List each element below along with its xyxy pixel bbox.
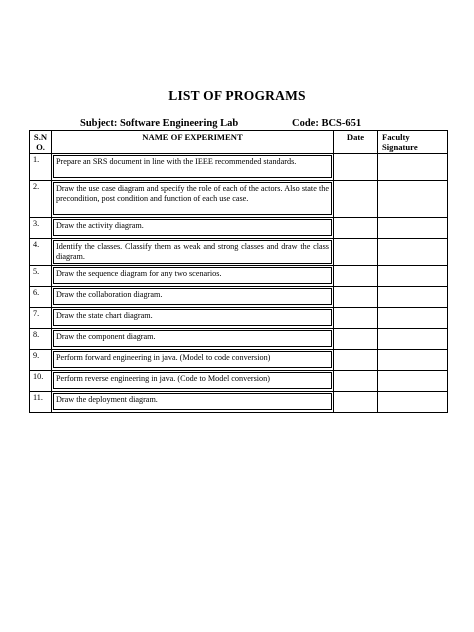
course-code: Code: BCS-651 bbox=[292, 118, 362, 129]
row-experiment-name: Perform forward engineering in java. (Model to code conversion) bbox=[53, 351, 332, 368]
row-experiment-cell bbox=[52, 350, 334, 371]
row-signature-cell bbox=[378, 329, 448, 350]
row-sno: 1. bbox=[30, 154, 52, 181]
row-experiment-name: Draw the activity diagram. bbox=[53, 219, 332, 236]
row-experiment-name: Perform reverse engineering in java. (Code to Model conversion) bbox=[53, 372, 332, 389]
row-experiment-name: Draw the component diagram. bbox=[53, 330, 332, 347]
row-sno: 2. bbox=[30, 181, 52, 218]
table-row bbox=[30, 371, 448, 392]
row-sno: 5. bbox=[30, 266, 52, 287]
row-experiment-name: Prepare an SRS document in line with the IEEE recommended standards. bbox=[53, 155, 332, 178]
row-experiment-cell bbox=[52, 239, 334, 266]
table-row bbox=[30, 287, 448, 308]
header-name: NAME OF EXPERIMENT bbox=[52, 131, 334, 154]
table-row bbox=[30, 392, 448, 413]
row-signature-cell bbox=[378, 371, 448, 392]
row-experiment-cell bbox=[52, 181, 334, 218]
table-row bbox=[30, 329, 448, 350]
row-date-cell bbox=[334, 287, 378, 308]
row-sno: 4. bbox=[30, 239, 52, 266]
row-experiment-name: Draw the sequence diagram for any two scenarios. bbox=[53, 267, 332, 284]
row-signature-cell bbox=[378, 392, 448, 413]
table-row bbox=[30, 308, 448, 329]
table-row bbox=[30, 154, 448, 181]
row-date-cell bbox=[334, 329, 378, 350]
row-date-cell bbox=[334, 218, 378, 239]
row-experiment-name: Draw the state chart diagram. bbox=[53, 309, 332, 326]
row-signature-cell bbox=[378, 218, 448, 239]
table-header-row bbox=[30, 131, 448, 154]
row-date-cell bbox=[334, 154, 378, 181]
row-experiment-cell bbox=[52, 308, 334, 329]
row-signature-cell bbox=[378, 239, 448, 266]
row-experiment-cell bbox=[52, 329, 334, 350]
table-row bbox=[30, 218, 448, 239]
row-signature-cell bbox=[378, 266, 448, 287]
row-signature-cell bbox=[378, 308, 448, 329]
header-date: Date bbox=[334, 131, 378, 154]
row-sno: 9. bbox=[30, 350, 52, 371]
header-faculty: Faculty Signature bbox=[378, 131, 448, 154]
row-experiment-name: Identify the classes. Classify them as weak and strong classes and draw the class diagram. bbox=[53, 240, 332, 264]
row-signature-cell bbox=[378, 350, 448, 371]
row-experiment-cell bbox=[52, 392, 334, 413]
row-sno: 11. bbox=[30, 392, 52, 413]
row-date-cell bbox=[334, 308, 378, 329]
row-experiment-cell bbox=[52, 371, 334, 392]
row-signature-cell bbox=[378, 287, 448, 308]
row-sno: 8. bbox=[30, 329, 52, 350]
row-sno: 10. bbox=[30, 371, 52, 392]
row-experiment-name: Draw the deployment diagram. bbox=[53, 393, 332, 410]
row-date-cell bbox=[334, 350, 378, 371]
programs-table bbox=[29, 130, 448, 413]
table-row bbox=[30, 181, 448, 218]
row-date-cell bbox=[334, 371, 378, 392]
table-row bbox=[30, 266, 448, 287]
row-date-cell bbox=[334, 181, 378, 218]
row-date-cell bbox=[334, 392, 378, 413]
row-signature-cell bbox=[378, 154, 448, 181]
row-experiment-name: Draw the collaboration diagram. bbox=[53, 288, 332, 305]
row-experiment-name: Draw the use case diagram and specify the role of each of the actors. Also state the precondition, post condition and function of each use case. bbox=[53, 182, 332, 215]
row-signature-cell bbox=[378, 181, 448, 218]
row-experiment-cell bbox=[52, 154, 334, 181]
row-sno: 3. bbox=[30, 218, 52, 239]
row-date-cell bbox=[334, 239, 378, 266]
table-row bbox=[30, 239, 448, 266]
page-title: LIST OF PROGRAMS bbox=[168, 88, 306, 103]
row-date-cell bbox=[334, 266, 378, 287]
table-row bbox=[30, 350, 448, 371]
row-sno: 6. bbox=[30, 287, 52, 308]
header-sno: S.N O. bbox=[30, 131, 52, 154]
row-sno: 7. bbox=[30, 308, 52, 329]
row-experiment-cell bbox=[52, 218, 334, 239]
row-experiment-cell bbox=[52, 287, 334, 308]
row-experiment-cell bbox=[52, 266, 334, 287]
subject-label: Subject: Software Engineering Lab bbox=[80, 118, 239, 129]
